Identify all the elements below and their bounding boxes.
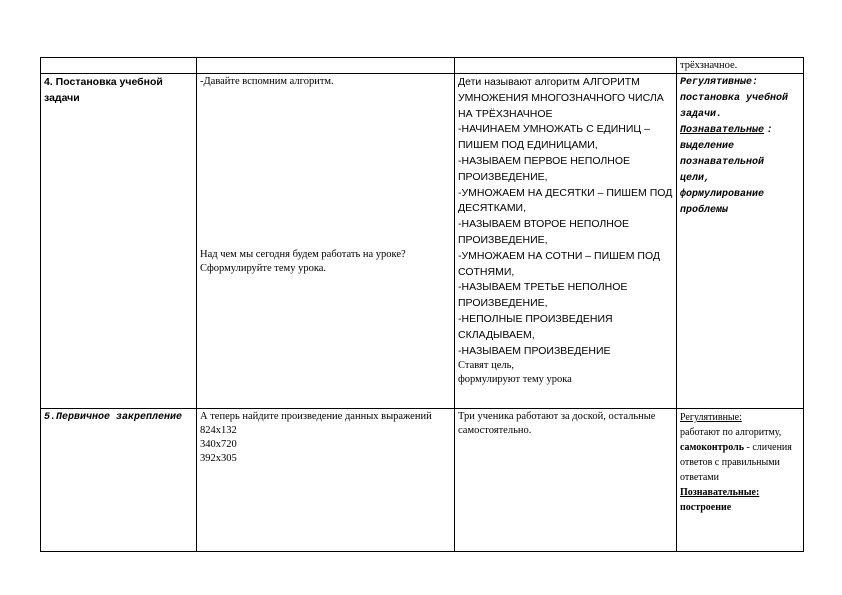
cell-continuation (677, 58, 804, 74)
stage-cell (41, 74, 197, 409)
algorithm-line: -УМНОЖАЕМ НА СОТНИ – ПИШЕМ ПОД СОТНЯМИ, (458, 249, 661, 278)
algorithm-line: -НАЗЫВАЕМ ПРОИЗВЕДЕНИЕ (458, 344, 611, 357)
students-text: Три ученика работают за доской, остальные самостоятельно. (458, 411, 656, 436)
algorithm-line: -НАЗЫВАЕМ ВТОРОЕ НЕПОЛНОЕ ПРОИЗВЕДЕНИЕ, (458, 218, 630, 246)
table-row (41, 74, 804, 409)
teacher-text: А теперь найдите произведение данных выражений (200, 411, 432, 422)
teacher-text: -Давайте вспомним алгоритм. (200, 76, 334, 87)
uud-regulative-text: работают по алгоритму, (680, 427, 782, 438)
continuation-text: трёхзначное. (680, 60, 738, 71)
uud-selfcontrol-label: самоконтроль (680, 442, 744, 453)
students-goal: формулируют тему урока (458, 374, 572, 386)
teacher-cell (197, 409, 455, 552)
cell-empty (455, 58, 677, 74)
uud-cell (677, 74, 804, 409)
stage-cell (41, 409, 197, 552)
students-cell (455, 409, 677, 552)
algorithm-line: АЛГОРИТМ УМНОЖЕНИЯ МНОГОЗНАЧНОГО ЧИСЛА НА ТРЁХЗНАЧНОЕ (458, 76, 664, 120)
algorithm-line: -НАЧИНАЕМ УМНОЖАТЬ С ЕДИНИЦ – ПИШЕМ ПОД ЕДИНИЦАМИ, (458, 123, 650, 152)
algorithm-line: -НАЗЫВАЕМ ТРЕТЬЕ НЕПОЛНОЕ ПРОИЗВЕДЕНИЕ, (458, 281, 628, 310)
expression: 824х132 (200, 425, 237, 436)
uud-regulative-text: постановка учебной задачи. (680, 93, 789, 120)
teacher-cell (197, 74, 455, 409)
algorithm-line: -НАЗЫВАЕМ ПЕРВОЕ НЕПОЛНОЕ ПРОИЗВЕДЕНИЕ, (458, 154, 631, 183)
table-row (41, 409, 804, 552)
uud-cell (677, 409, 804, 552)
algorithm-line: -НЕПОЛНЫЕ ПРОИЗВЕДЕНИЯ СКЛАДЫВАЕМ, (458, 312, 613, 341)
stage-title: 4. Постановка учебной задачи (44, 76, 163, 104)
uud-cognitive-label: Познавательные (680, 125, 765, 136)
uud-selfcontrol-text: - сличения ответов с правильными ответами (680, 442, 792, 483)
algorithm-line: -УМНОЖАЕМ НА ДЕСЯТКИ – ПИШЕМ ПОД ДЕСЯТКАМИ, (458, 186, 673, 215)
uud-cognitive-text: : выделение познавательной цели, формулирование проблемы (680, 125, 773, 216)
uud-regulative-label: Регулятивные: (680, 77, 759, 88)
cell-empty (197, 58, 455, 74)
uud-cognitive-label: Познавательные: (680, 487, 760, 498)
cell-empty (41, 58, 197, 74)
expression: 340х720 (200, 439, 237, 450)
stage-title: 5.Первичное закрепление (44, 412, 183, 423)
uud-cognitive-text: построение (680, 502, 732, 513)
students-goal: Ставят цель, (458, 360, 515, 372)
lesson-plan-table (40, 57, 804, 552)
teacher-question: Над чем мы сегодня будем работать на уроке? Сформулируйте тему урока. (200, 249, 406, 274)
uud-regulative-label: Регулятивные: (680, 412, 742, 423)
table-row (41, 58, 804, 74)
expression: 392х305 (200, 453, 237, 464)
students-cell (455, 74, 677, 409)
students-intro: Дети называют алгоритм (458, 76, 583, 88)
